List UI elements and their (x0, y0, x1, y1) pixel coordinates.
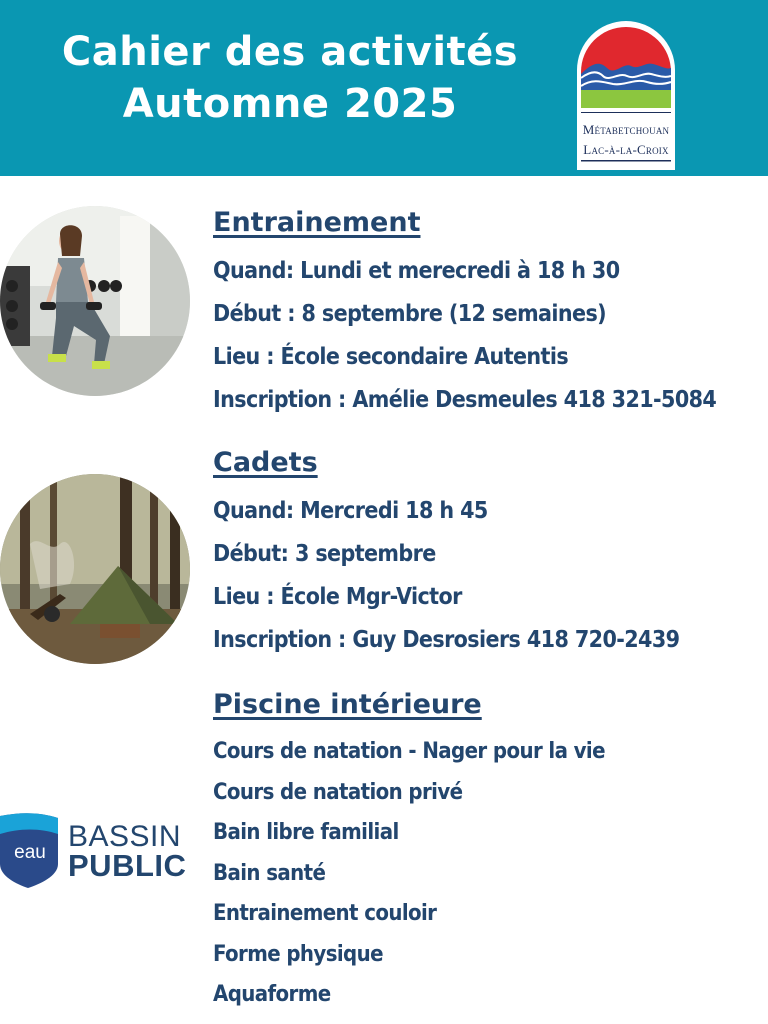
section-entrainement (213, 206, 716, 422)
title-line-2: Automne 2025 (122, 81, 458, 127)
bassin-word-1: BASSIN (68, 820, 182, 853)
list-item: Cours de natation privé (213, 779, 463, 805)
list-item: Aquaforme (213, 982, 331, 1007)
bassin-public-logo (0, 812, 190, 888)
entrainement-registration: Inscription : Amélie Desmeules 418 321-5084 (213, 387, 717, 413)
bassin-word-2: PUBLIC (68, 848, 187, 883)
entrainement-when: Quand: Lundi et merecredi à 18 h 30 (213, 258, 620, 284)
header-banner (0, 0, 768, 176)
section-title-entrainement: Entrainement (213, 207, 421, 238)
entrainement-start: Début : 8 septembre (12 semaines) (213, 301, 607, 327)
cadets-registration: Inscription : Guy Desrosiers 418 720-2439 (213, 627, 680, 653)
bassin-badge-text: eau (14, 842, 46, 863)
list-item: Forme physique (213, 941, 383, 967)
page-title (20, 26, 560, 130)
list-item: Cours de natation - Nager pour la vie (213, 739, 605, 764)
logo-text-line-2: Lac-à-la-Croix (583, 142, 669, 157)
entrainement-photo (0, 206, 190, 396)
cadets-photo (0, 474, 190, 664)
cadets-place: Lieu : École Mgr-Victor (213, 584, 462, 610)
forest-camp-tent-icon (0, 474, 190, 664)
entrainement-place: Lieu : École secondaire Autentis (213, 344, 569, 370)
section-piscine (213, 688, 605, 1016)
cadets-start: Début: 3 septembre (213, 541, 436, 567)
cadets-when: Quand: Mercredi 18 h 45 (213, 498, 488, 524)
municipality-logo (573, 12, 679, 172)
logo-text-line-1: Métabetchouan (582, 122, 670, 137)
list-item: Entrainement couloir (213, 901, 437, 926)
woman-lunge-dumbbells-icon (0, 206, 190, 396)
section-title-piscine: Piscine intérieure (213, 689, 482, 720)
list-item: Bain santé (213, 860, 326, 886)
section-cadets (213, 446, 679, 662)
list-item: Bain libre familial (213, 820, 399, 845)
title-line-1: Cahier des activités (61, 29, 519, 75)
section-title-cadets: Cadets (213, 447, 318, 478)
